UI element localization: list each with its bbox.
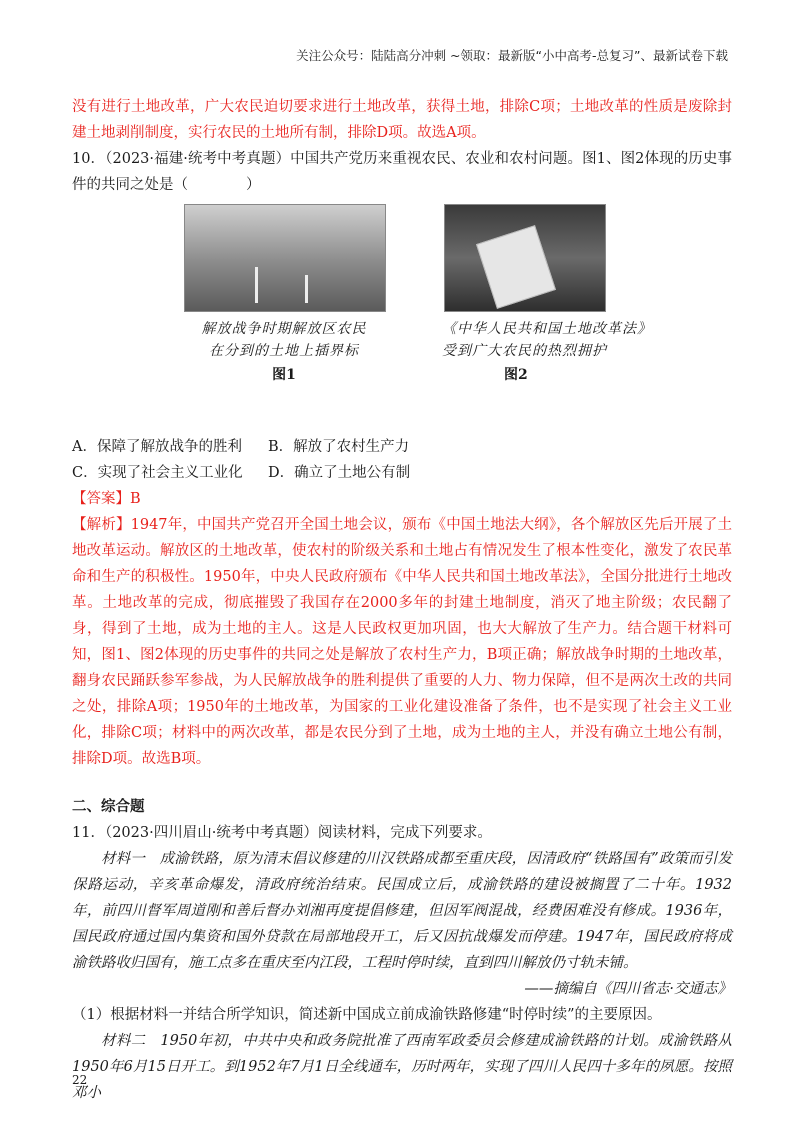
- answer: 【答案】B: [72, 491, 141, 507]
- figure-1-photo: [184, 204, 386, 312]
- figure-2-caption-line-2: 受到广大农民的热烈拥护: [442, 343, 607, 359]
- material-1-source: ——摘编自《四川省志·交通志》: [524, 981, 732, 997]
- question-10-stem: 10．（2023·福建·统考中考真题）中国共产党历来重视农民、农业和农村问题。图1、图2体现的历史事件的共同之处是（ ）: [72, 151, 732, 193]
- figure-1: [184, 204, 384, 384]
- prev-explanation: 没有进行土地改革，广大农民迫切要求进行土地改革，获得土地，排除C项；土地改革的性质是废除封建土地剥削制度，实行农民的土地所有制，排除D项。故选A项。: [72, 99, 732, 141]
- options-row-1: [72, 434, 732, 460]
- option-c[interactable]: C．实现了社会主义工业化: [72, 465, 243, 481]
- page-header: 关注公众号：陆陆高分冲刺 ~领取：最新版“小中高考-总复习”、最新试卷下载: [296, 48, 728, 63]
- figure-2-label: 图2: [504, 367, 528, 383]
- option-b[interactable]: B．解放了农村生产力: [268, 439, 410, 455]
- analysis: 【解析】1947年，中国共产党召开全国土地会议，颁布《中国土地法大纲》，各个解放区先后开展了土地改革运动。解放区的土地改革，使农村的阶级关系和土地占有情况发生了根本性变化，激发了农民革命和生产的积极性。1950年，中央人民政府颁布《中华人民共和国土地改革法》，全国分批进行土地改革。土地改革的完成，彻底摧毁了我国存在2000多年的封建土地制度，消灭了地主阶级；农民翻了身，得到了土地，成为土地的主人。这是人民政权更加巩固，也大大解放了生产力。结合题干材料可知，图1、图2体现的历史事件的共同之处是解放了农村生产力，B项正确；解放战争时期的土地改革，翻身农民踊跃参军参战，为人民解放战争的胜利提供了重要的人力、物力保障，但不是两次土改的共同之处，排除A项；1950年的土地改革，为国家的工业化建设准备了条件，也不是实现了社会主义工业化，排除C项；材料中的两次改革，都是农民分到了土地，成为土地的主人，并没有确立土地公有制，排除D项。故选B项。: [72, 517, 732, 767]
- figure-2: [442, 204, 672, 384]
- section-2-title: 二、综合题: [72, 798, 145, 815]
- material-2: 材料二 1950年初，中共中央和政务院批准了西南军政委员会修建成渝铁路的计划。成渝铁路从1950年6月15日开工。到1952年7月1日全线通车，历时两年，实现了四川人民四十多年的夙愿。按照邓小: [72, 1033, 732, 1101]
- figure-2-caption-line-1: 《中华人民共和国土地改革法》: [442, 321, 652, 337]
- figure-1-caption-line-2: 在分到的土地上插界标: [209, 343, 359, 359]
- page-content: [72, 94, 732, 1106]
- option-d[interactable]: D．确立了土地公有制: [268, 465, 411, 481]
- question-10-figures: [72, 204, 732, 434]
- page-number: 22: [72, 1073, 88, 1087]
- figure-2-photo: [444, 204, 606, 312]
- figure-1-label: 图1: [272, 367, 296, 383]
- option-a[interactable]: A．保障了解放战争的胜利: [72, 439, 242, 455]
- material-1: 材料一 成渝铁路，原为清末倡议修建的川汉铁路成都至重庆段，因清政府“铁路国有”政策而引发保路运动，辛亥革命爆发，清政府统治结束。民国成立后，成渝铁路的建设被搁置了二十年。1932年，前四川督军周道刚和善后督办刘湘再度提倡修建，但因军阀混战，经费困难没有修成。1936年，国民政府通过国内集资和国外贷款在局部地段开工，后又因抗战爆发而停建。1947年，国民政府将成渝铁路收归国有，施工点多在重庆至内江段，工程时停时续，直到四川解放仍寸轨未铺。: [72, 851, 732, 971]
- question-11-stem: 11．（2023·四川眉山·统考中考真题）阅读材料，完成下列要求。: [72, 825, 492, 841]
- figure-1-caption-line-1: 解放战争时期解放区农民: [201, 321, 367, 337]
- options-row-2: [72, 460, 732, 486]
- question-11-part-1: （1）根据材料一并结合所学知识，简述新中国成立前成渝铁路修建“时停时续”的主要原因。: [72, 1007, 662, 1023]
